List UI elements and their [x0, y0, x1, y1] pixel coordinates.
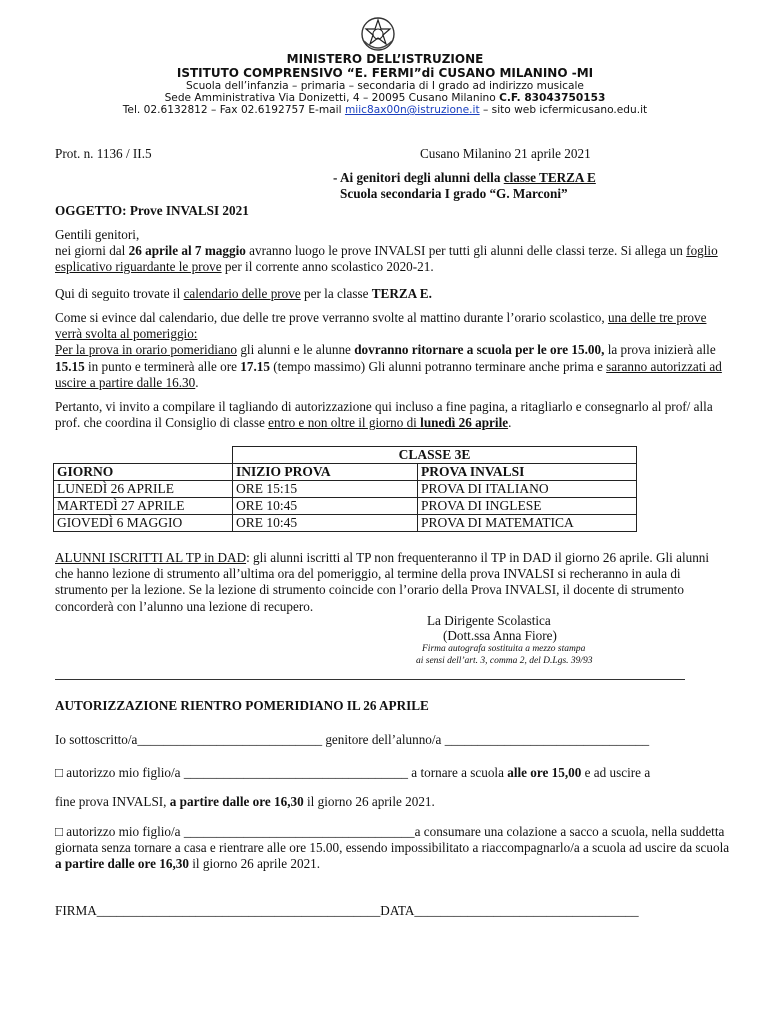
paragraph-calendar: Qui di seguito trovate il calendario delle prove per la classe TERZA E.: [55, 286, 432, 301]
dad-note: ALUNNI ISCRITTI AL TP in DAD: gli alunni iscritti al TP non frequenteranno il TP in DAD il giorno 26 aprile. Gli alunni che hanno lezione di strumento all’ultima ora del pomeriggio, al termine della prova INVALSI si recheranno in aula di strumento per la lezione. Se la lezione di strumento coincide con l’orario della Prova INVALSI, il docente di strumento concorderà con l’alunno una lezione di recupero.: [55, 550, 710, 614]
signature-note: Firma autografa sostituita a mezzo stampa: [422, 644, 586, 654]
ministry-title: MINISTERO DELL’ISTRUZIONE: [286, 52, 484, 66]
recipient-school: Scuola secondaria I grado “G. Marconi”: [340, 186, 568, 201]
paragraph-authorization: Pertanto, vi invito a compilare il tagliando di autorizzazione qui incluso a fine pagina, a ritagliarlo e consegnarlo al prof/ alla prof. che coordina il Consiglio di classe entro e non oltre il giorno di lunedì 26 aprile.: [55, 399, 713, 431]
table-cell: PROVA DI ITALIANO: [418, 481, 637, 498]
column-header: INIZIO PROVA: [233, 464, 418, 481]
signature-name: (Dott.ssa Anna Fiore): [443, 628, 557, 643]
greeting: Gentili genitori,: [55, 227, 140, 242]
republic-emblem-icon: [360, 15, 396, 53]
form-title: AUTORIZZAZIONE RIENTRO POMERIDIANO IL 26 APRILE: [55, 698, 429, 713]
school-types: Scuola dell’infanzia – primaria – secondaria di I grado ad indirizzo musicale: [186, 80, 584, 92]
protocol-number: Prot. n. 1136 / II.5: [55, 146, 152, 161]
table-cell: MARTEDÌ 27 APRILE: [54, 498, 233, 515]
option-packed-lunch[interactable]: □ autorizzo mio figlio/a ___________________________________a consumare una colazione a sacco a scuola, nella suddetta giornata senza tornare a casa e rientrare alle ore 15.00, essendo impossibilitato a riaccompagnarlo/a a scuola ad uscire da scuola a partire dalle ore 16,30 il giorno 26 aprile 2021.: [55, 824, 730, 872]
paragraph-dates: nei giorni dal 26 aprile al 7 maggio avranno luogo le prove INVALSI per tutti gli alunni delle classi terze. Si allega un foglio esplicativo riguardante le prove per il corrente anno scolastico 2020-21.: [55, 243, 718, 275]
signature-date-line[interactable]: FIRMA___________________________________________DATA__________________________________: [55, 903, 639, 918]
place-date: Cusano Milanino 21 aprile 2021: [420, 146, 591, 161]
table-row: [54, 515, 637, 532]
cut-line-divider: [55, 679, 685, 680]
option-return-afternoon[interactable]: □ autorizzo mio figlio/a __________________________________ a tornare a scuola alle ore 15,00 e ad uscire a: [55, 765, 651, 780]
subject-line: OGGETTO: Prove INVALSI 2021: [55, 203, 249, 218]
schedule-table: [53, 446, 637, 532]
paragraph-afternoon: Come si evince dal calendario, due delle tre prove verranno svolte al mattino durante l’orario scolastico, una delle tre prove verrà svolta al pomeriggio: Per la prova in orario pomeridiano gli alunni e le alunne dovranno ritornare a scuola per le ore 15.00, la prova inizierà alle 15.15 in punto e terminerà alle ore 17.15 (tempo massimo) Gli alunni potranno terminare anche prima e saranno autorizzati ad uscire a partire dalle 16.30.: [55, 310, 722, 390]
signature-legal-note: ai sensi dell’art. 3, comma 2, del D.Lgs. 39/93: [416, 656, 593, 666]
table-cell: PROVA DI INGLESE: [418, 498, 637, 515]
signature-role: La Dirigente Scolastica: [427, 613, 551, 628]
recipient-line: - Ai genitori degli alunni della classe TERZA E: [333, 170, 596, 185]
table-cell: ORE 15:15: [233, 481, 418, 498]
form-parent-line[interactable]: Io sottoscritto/a____________________________ genitore dell’alunno/a _______________________________: [55, 732, 650, 747]
email-link[interactable]: miic8ax00n@istruzione.it: [344, 104, 480, 116]
option-return-afternoon-cont: fine prova INVALSI, a partire dalle ore 16,30 il giorno 26 aprile 2021.: [55, 794, 435, 809]
table-cell: LUNEDÌ 26 APRILE: [54, 481, 233, 498]
table-row: [54, 498, 637, 515]
table-row: [54, 481, 637, 498]
school-contacts: Tel. 02.6132812 – Fax 02.6192757 E-mail miic8ax00n@istruzione.it – sito web icfermicusano.edu.it: [122, 104, 648, 116]
table-cell: ORE 10:45: [233, 498, 418, 515]
table-cell: PROVA DI MATEMATICA: [418, 515, 637, 532]
table-cell: ORE 10:45: [233, 515, 418, 532]
table-cell: GIOVEDÌ 6 MAGGIO: [54, 515, 233, 532]
column-header: PROVA INVALSI: [418, 464, 637, 481]
class-title: CLASSE 3E: [233, 447, 637, 464]
column-header: GIORNO: [54, 464, 233, 481]
institute-title: ISTITUTO COMPRENSIVO “E. FERMI”di CUSANO MILANINO -MI: [176, 66, 594, 80]
school-address: Sede Amministrativa Via Donizetti, 4 – 20095 Cusano Milanino C.F. 83043750153: [164, 92, 606, 104]
